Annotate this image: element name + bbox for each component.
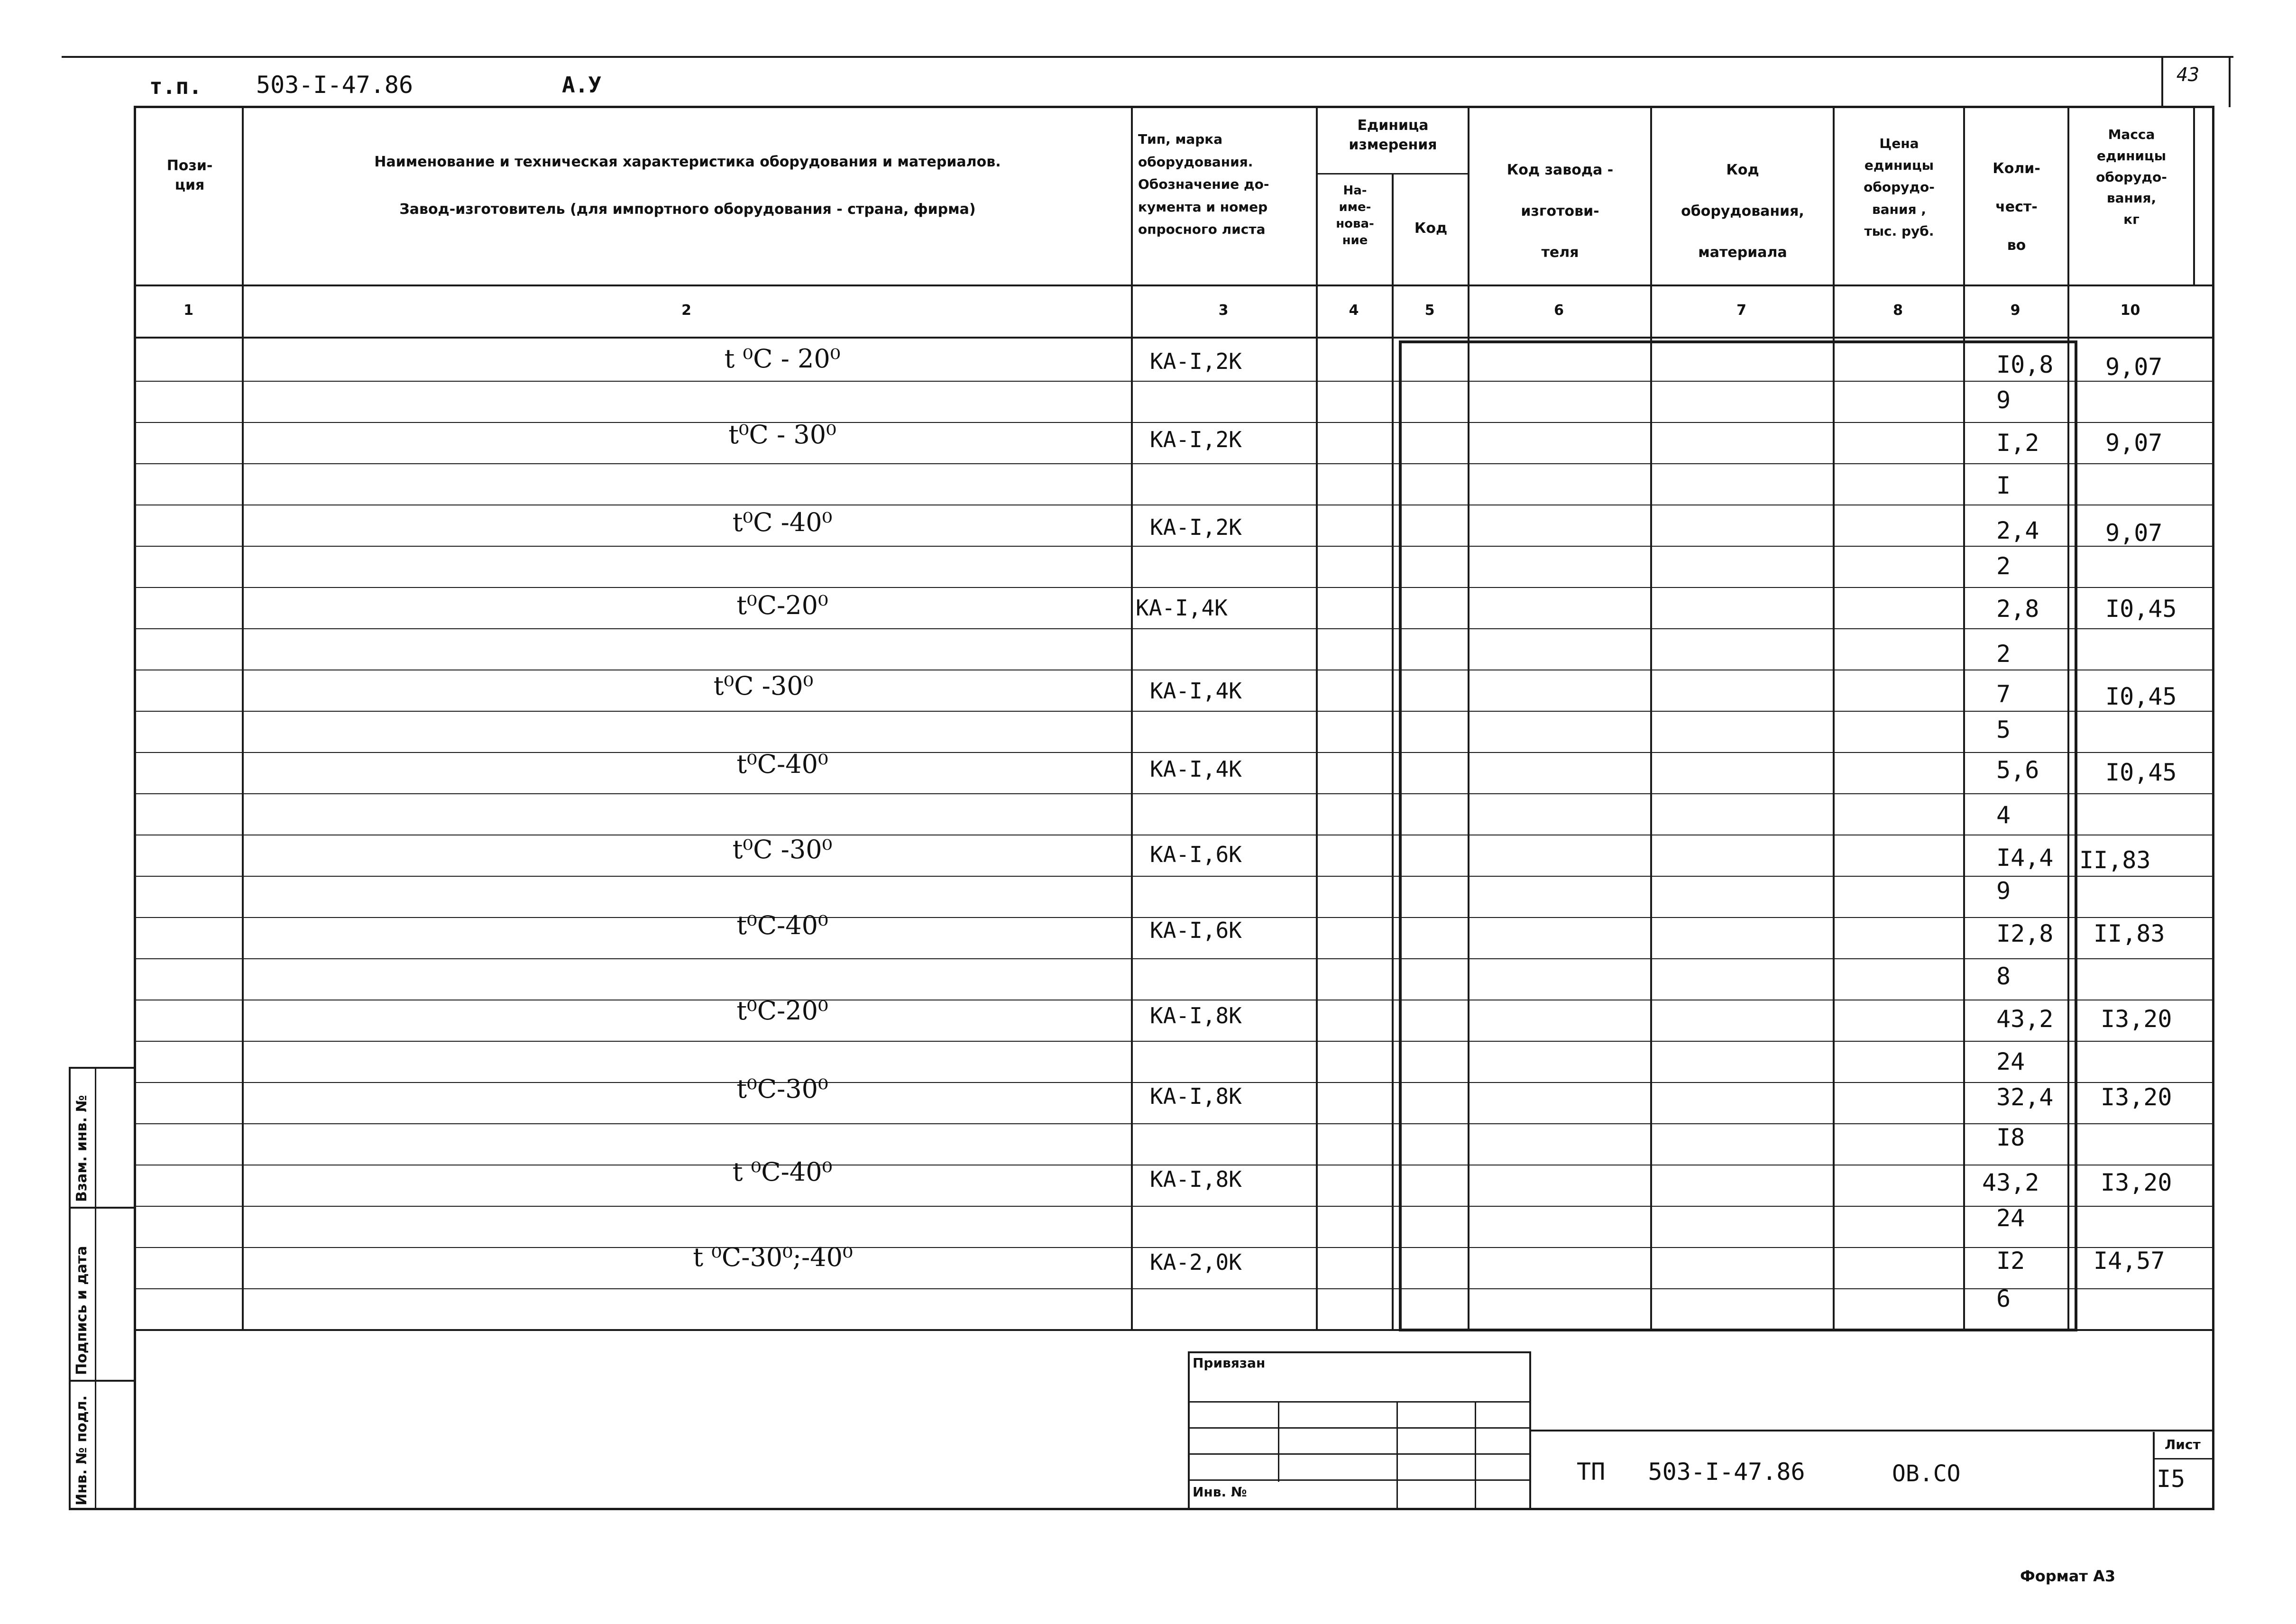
header-factory-code: Код завода - изготови- теля [1506, 162, 1614, 261]
colnum-bottom [135, 337, 2212, 339]
colnum-8: 8 [1893, 302, 1903, 319]
format-label: Формат А3 [2020, 1567, 2116, 1585]
colnum-6: 6 [1554, 302, 1564, 319]
stamp-col-1 [1278, 1401, 1279, 1482]
side-label-inv: Инв. № подл. [73, 1395, 90, 1505]
row-mass: I0,45 [2105, 759, 2177, 786]
side-div-2 [69, 1380, 135, 1382]
row-line [135, 463, 2212, 464]
stamp-row-4 [1188, 1479, 1529, 1481]
sheet-corner-number: 43 [2177, 64, 2200, 86]
header-unit-code: Код [1414, 220, 1448, 237]
row-line [135, 1288, 2212, 1289]
row-line [135, 958, 2212, 959]
row-qty-sub: 8 [1996, 963, 2011, 990]
row-name: t⁰C -40⁰ [732, 507, 833, 537]
row-line [135, 752, 2212, 753]
row-line [135, 711, 2212, 712]
row-name: t⁰C-40⁰ [736, 910, 828, 940]
stamp-list-value: I5 [2157, 1465, 2186, 1493]
col-line-5 [1468, 106, 1469, 1329]
side-box-left [69, 1067, 71, 1510]
stamp-list-label: Лист [2165, 1437, 2201, 1452]
stamp-list-top [2153, 1432, 2155, 1510]
corner-box-left [2161, 56, 2163, 107]
stamp-row-3 [1188, 1453, 1529, 1455]
row-mass: 9,07 [2105, 519, 2163, 547]
header-equip-code: Код оборудования, материала [1681, 162, 1804, 261]
row-name: t⁰C-30⁰ [736, 1074, 828, 1104]
row-type: КА-I,2К [1150, 349, 1242, 374]
top-prefix: т.п. [149, 73, 202, 99]
row-qty: 2,4 [1996, 517, 2039, 544]
stamp-mark: ОВ.СО [1892, 1460, 1961, 1487]
row-line [135, 546, 2212, 547]
row-type: КА-I,8К [1150, 1003, 1242, 1028]
row-qty: I0,8 [1996, 351, 2054, 378]
row-line [135, 1247, 2212, 1248]
row-name: t⁰C - 30⁰ [728, 420, 836, 450]
row-line [135, 876, 2212, 877]
stamp-main-top [1529, 1430, 2214, 1431]
col-line-7 [1833, 106, 1835, 1329]
row-type: КА-I,4К [1150, 756, 1242, 782]
header-unit: Единица измерения [1349, 117, 1437, 153]
row-qty-sub: I8 [1996, 1124, 2025, 1151]
row-mass: I3,20 [2101, 1169, 2172, 1196]
row-type: КА-I,8К [1150, 1083, 1242, 1109]
frame-right [2212, 106, 2214, 1509]
row-mass: II,83 [2094, 920, 2165, 947]
row-qty-sub: 2 [1996, 552, 2011, 580]
frame-bottom [69, 1508, 2214, 1510]
row-qty-sub: 4 [1996, 801, 2011, 829]
row-mass: II,83 [2079, 846, 2151, 874]
col-line-1 [242, 106, 244, 1329]
row-type: КА-2,0К [1150, 1249, 1242, 1275]
row-qty-sub: 24 [1996, 1048, 2025, 1075]
row-qty: I2,8 [1996, 920, 2054, 947]
row-qty-sub: 2 [1996, 640, 2011, 668]
row-mass: I3,20 [2101, 1005, 2172, 1033]
data-box-right [2075, 340, 2077, 1331]
row-line [135, 381, 2212, 382]
row-type: КА-I,2К [1150, 514, 1242, 540]
colnum-4: 4 [1349, 302, 1359, 319]
row-qty: 43,2 [1982, 1169, 2039, 1196]
header-name-line1: Наименование и техническая характеристика оборудования и материалов. [374, 154, 1001, 170]
body-bottom [135, 1329, 2212, 1331]
frame-top [135, 106, 2212, 108]
col-line-9 [2067, 106, 2069, 1329]
row-mass: I0,45 [2105, 595, 2177, 623]
stamp-row-1 [1188, 1401, 1529, 1403]
row-qty: 2,8 [1996, 595, 2039, 623]
side-box-mid [95, 1067, 96, 1510]
row-qty-sub: 6 [1996, 1285, 2011, 1312]
row-qty-sub: 9 [1996, 877, 2011, 905]
row-type: КА-I,2К [1150, 427, 1242, 452]
row-type: КА-I,6К [1150, 918, 1242, 943]
row-mass: 9,07 [2105, 353, 2163, 381]
row-name: t⁰C-40⁰ [736, 749, 828, 779]
stamp-row-2 [1188, 1427, 1529, 1429]
row-type: КА-I,4К [1136, 595, 1228, 621]
row-type: КА-I,8К [1150, 1166, 1242, 1192]
stamp-left [1188, 1351, 1190, 1510]
row-qty: I2 [1996, 1247, 2025, 1275]
top-project: 503-I-47.86 [256, 71, 413, 99]
side-label-podpis: Подпись и дата [73, 1246, 90, 1375]
header-type: Тип, марка оборудования. Обозначение до- кумента и номер опросного листа [1138, 131, 1269, 238]
row-line [135, 1206, 2212, 1207]
row-qty: I,2 [1996, 429, 2039, 457]
col-line-2 [1131, 106, 1133, 1329]
row-line [135, 793, 2212, 794]
colnum-1: 1 [184, 302, 193, 319]
colnum-5: 5 [1424, 302, 1435, 319]
row-qty-sub: I [1996, 472, 2011, 499]
row-line [135, 1041, 2212, 1042]
col-line-6 [1650, 106, 1652, 1329]
row-line [135, 1082, 2212, 1083]
header-mass: Масса единицы оборудо- вания, кг [2096, 127, 2167, 228]
colnum-7: 7 [1736, 302, 1746, 319]
row-mass: 9,07 [2105, 429, 2163, 457]
colnum-3: 3 [1218, 302, 1229, 319]
row-type: КА-I,4К [1150, 678, 1242, 704]
header-position: Пози- ция [166, 157, 213, 193]
stamp-privyazan-top [1188, 1351, 1529, 1353]
stamp-list-div [2153, 1458, 2214, 1459]
row-name: t ⁰C-30⁰;-40⁰ [693, 1242, 853, 1272]
row-qty: 7 [1996, 680, 2011, 708]
row-type: КА-I,6К [1150, 842, 1242, 867]
top-line [62, 56, 2233, 58]
col-line-8 [1963, 106, 1965, 1329]
top-album: А.У [562, 72, 602, 98]
row-line [135, 587, 2212, 588]
header-bottom [135, 284, 2212, 286]
row-mass: I4,57 [2094, 1247, 2165, 1275]
side-div-1 [69, 1207, 135, 1209]
header-quantity: Коли- чест- во [1993, 160, 2040, 254]
colnum-10: 10 [2120, 302, 2140, 319]
row-qty: I4,4 [1996, 844, 2054, 872]
colnum-9: 9 [2010, 302, 2020, 319]
row-qty: 43,2 [1996, 1005, 2054, 1033]
row-qty-sub: 5 [1996, 716, 2011, 743]
row-name: t⁰C-20⁰ [736, 996, 828, 1026]
row-line [135, 422, 2212, 423]
row-qty: 5,6 [1996, 756, 2039, 784]
row-line [135, 628, 2212, 629]
data-box-left [1399, 340, 1402, 1331]
row-line [135, 1123, 2212, 1124]
stamp-col-3 [1475, 1401, 1476, 1510]
stamp-col-2 [1396, 1401, 1398, 1510]
row-name: t⁰C -30⁰ [732, 835, 833, 864]
row-mass: I3,20 [2101, 1083, 2172, 1111]
header-name-line2: Завод-изготовитель (для импортного оборудования - страна, фирма) [399, 201, 976, 218]
data-box-top [1399, 340, 2077, 343]
header-price: Цена единицы оборудо- вания , тыс. руб. [1864, 136, 1935, 239]
row-name: t ⁰C - 20⁰ [724, 344, 841, 374]
stamp-doc-code: ТП 503-I-47.86 [1577, 1458, 1805, 1486]
colnum-2: 2 [681, 302, 691, 319]
row-name: t⁰C-20⁰ [736, 590, 828, 620]
col-line-10 [2193, 106, 2195, 286]
stamp-inv-no: Инв. № [1193, 1484, 1247, 1500]
col-line-4 [1392, 173, 1394, 1329]
row-name: t ⁰C-40⁰ [732, 1157, 833, 1187]
row-qty-sub: 24 [1996, 1204, 2025, 1232]
side-label-vzam: Взам. инв. № [73, 1095, 90, 1202]
row-qty: 32,4 [1996, 1083, 2054, 1111]
row-name: t⁰C -30⁰ [713, 671, 814, 701]
row-qty-sub: 9 [1996, 386, 2011, 414]
side-box-top [69, 1067, 135, 1069]
stamp-privyazan: Привязан [1193, 1355, 1266, 1371]
col-line-3 [1316, 106, 1318, 1329]
header-unit-name: На- име- нова- ние [1336, 184, 1374, 248]
corner-box-right [2229, 56, 2231, 107]
row-mass: I0,45 [2105, 683, 2177, 710]
